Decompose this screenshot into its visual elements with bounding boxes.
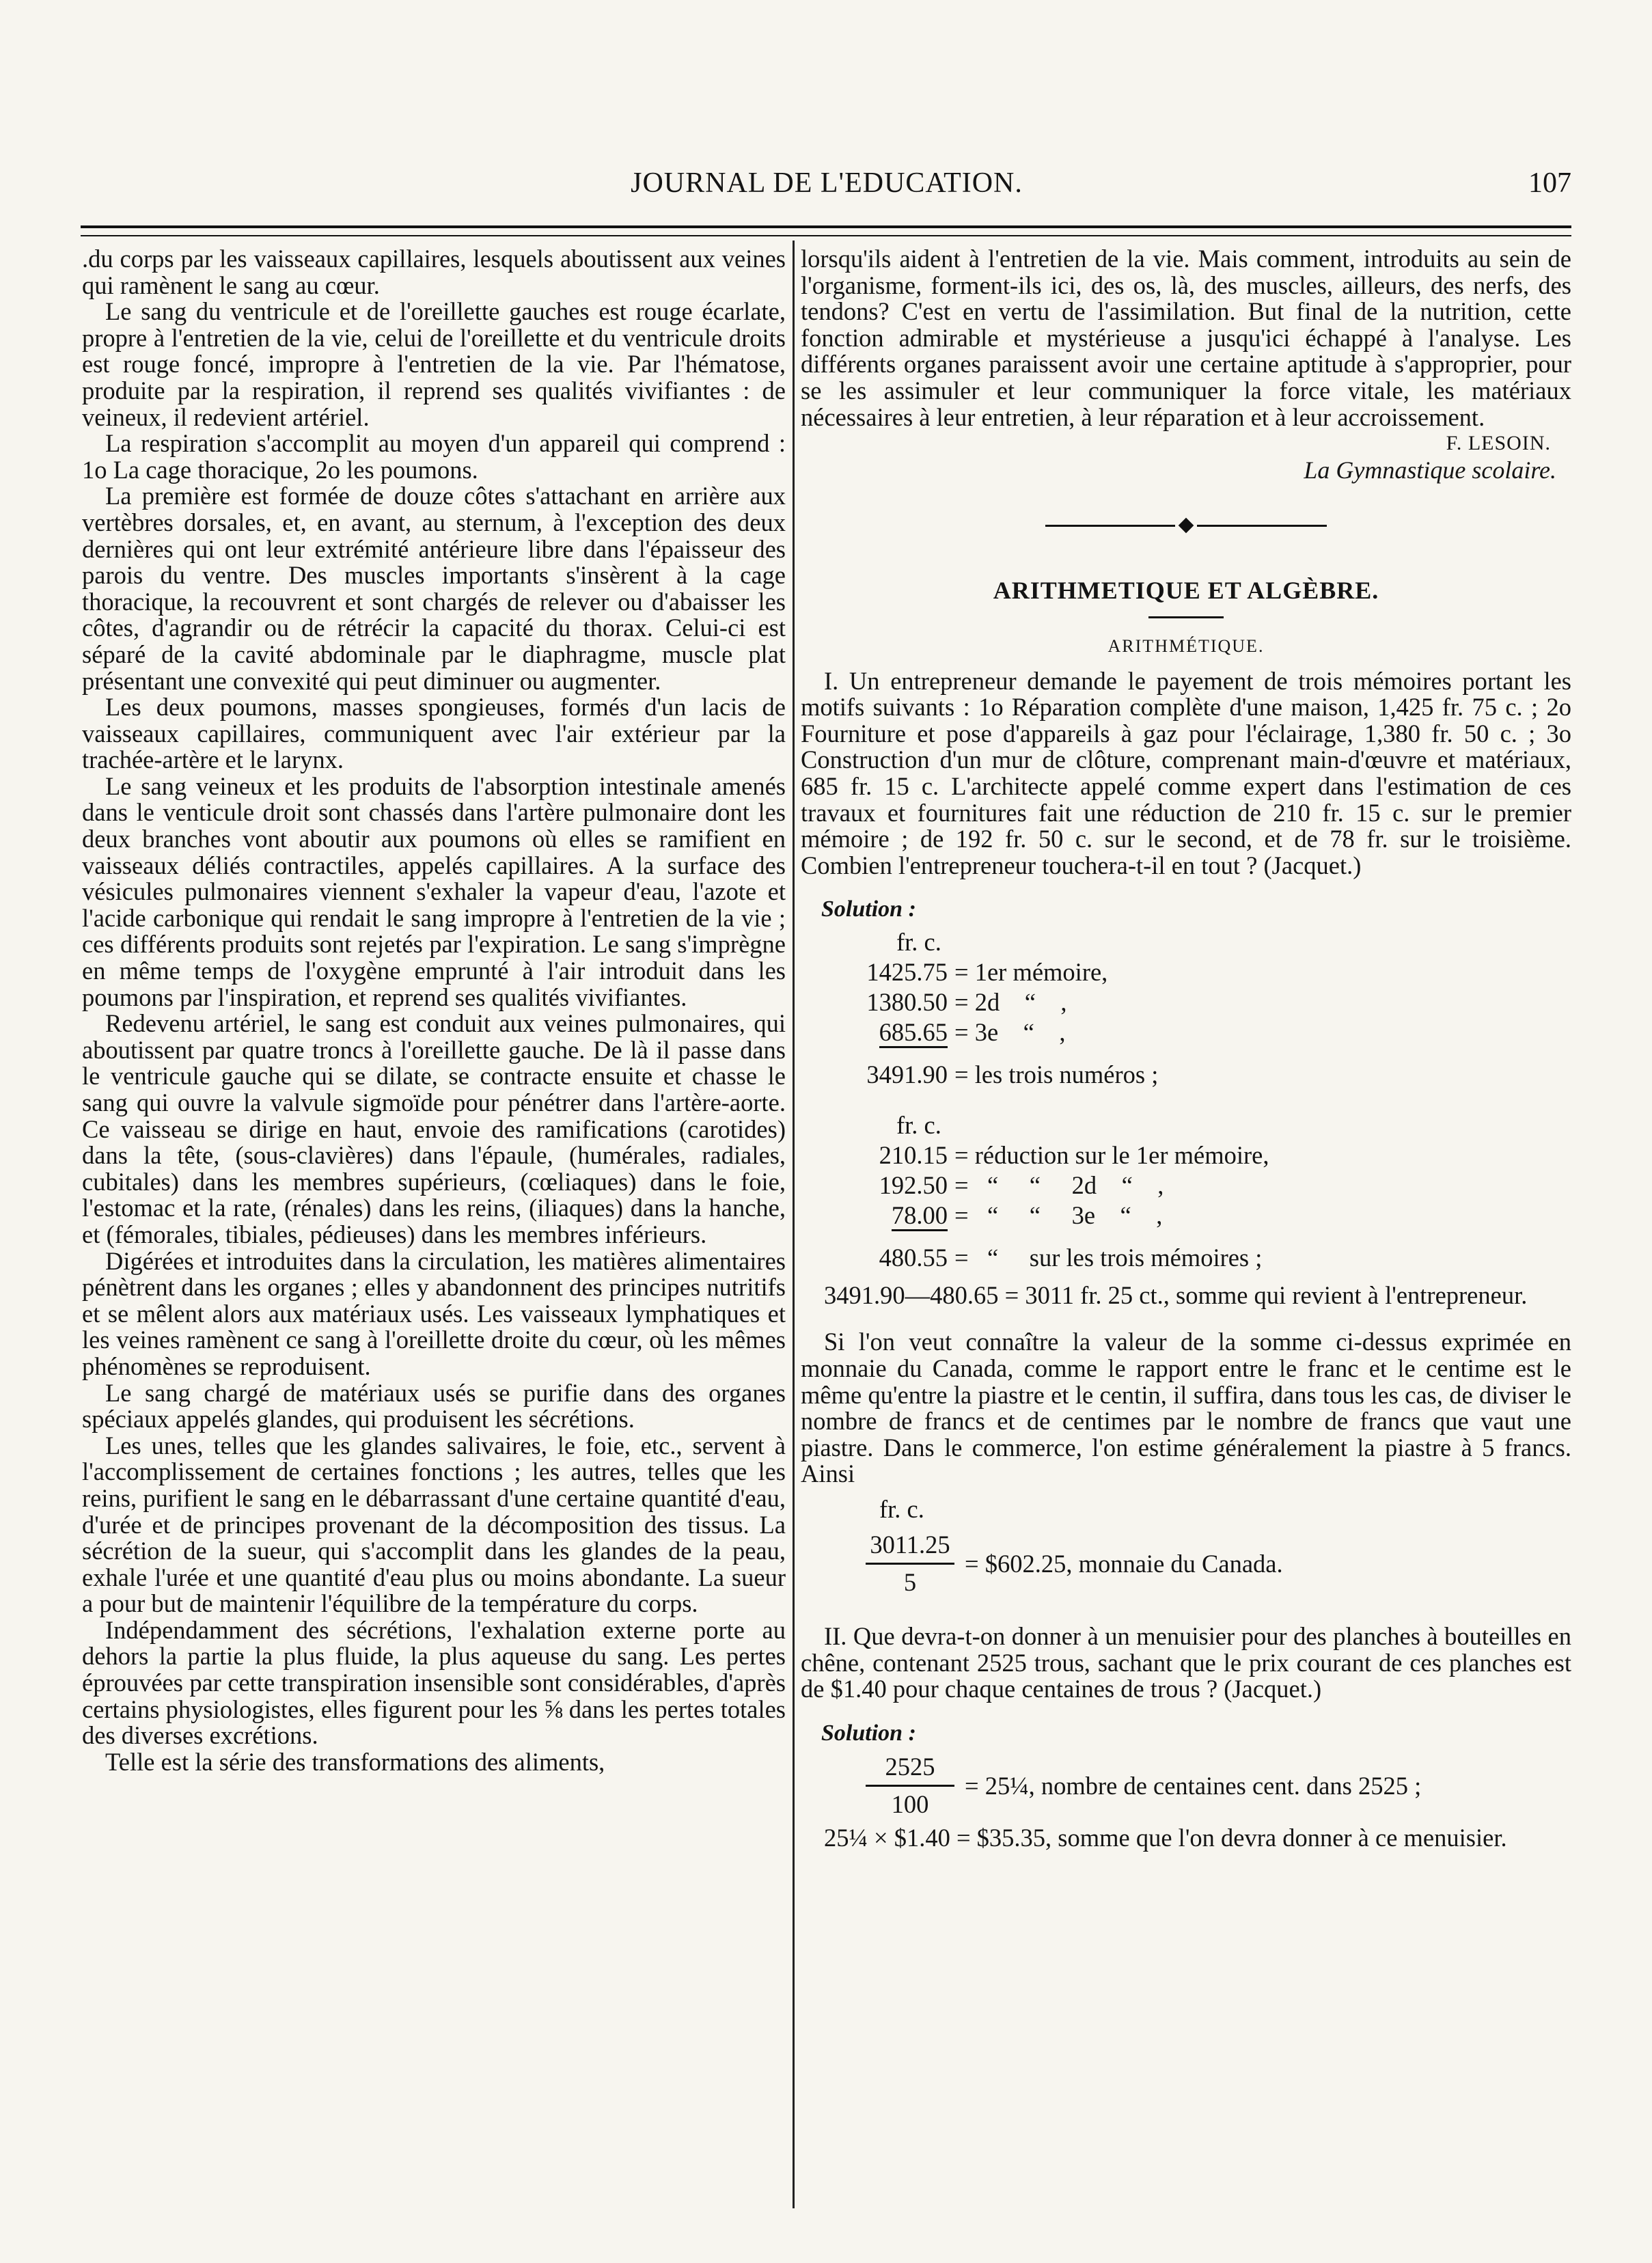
calc-header: fr. c. <box>896 927 941 956</box>
calc-row <box>801 1140 1571 1170</box>
calc-total-row <box>801 1243 1571 1273</box>
problem-two: II. Que devra-t-on donner à un menuisier pour des planches à bouteilles en chêne, contenant 2525 trous, sachant que le prix courant de ces planches est de $1.40 pour chaque centaines de trous ? (Jacquet.) <box>801 1622 1571 1703</box>
calc-value: 78.00 <box>892 1201 948 1231</box>
author-line <box>801 430 1571 457</box>
calc-value: 210.15 <box>879 1140 948 1169</box>
paragraph: Le sang chargé de matériaux usés se purifie dans des organes spéciaux appelés glandes, qui produisent les sécrétions. <box>82 1378 786 1434</box>
calc-total-label: = “ sur les trois mémoires ; <box>954 1243 1263 1272</box>
problem-one: I. Un entrepreneur demande le payement de trois mémoires portant les motifs suivants : 1o Réparation complète d'une maison, 1,425 fr. 75 c. ; 2o Fourniture et pose d'appareils à gaz pour l'éclairage, 1,380 fr. 50 c. ; 3o Construction d'un mur de clôture, comprenant main-d'œuvre et matériaux, 685 fr. 15 c. L'architecte appelé comme expert dans l'estimation de ces travaux et fournitures fait une réduction de 210 fr. 15 c. sur le premier mémoire ; de 192 fr. 50 c. sur le second, et de 78 fr. sur le troisième. Combien l'entrepreneur touchera-t-il en tout ? (Jacquet.) <box>801 666 1571 879</box>
calc-label: = 1er mémoire, <box>954 957 1108 986</box>
calc-total-value: 3491.90 <box>866 1060 948 1088</box>
subsection-title: ARITHMÉTIQUE. <box>1107 635 1265 656</box>
fraction-numerator: 2525 <box>885 1753 935 1781</box>
calc-row <box>801 987 1571 1017</box>
calc-value: 192.50 <box>879 1170 948 1199</box>
hundreds-fraction <box>801 1752 1571 1820</box>
conversion-paragraph: Si l'on veut connaître la valeur de la somme ci-dessus exprimée en monnaie du Canada, comme le rapport entre le franc et le centime est le même qu'entre la piastre et le centin, il suffira, dans tous les cas, de diviser le nombre de francs et de centimes par le nombre de francs que vaut une piastre. Dans le commerce, l'on estime généralement la piastre à 5 francs. Ainsi <box>801 1328 1571 1488</box>
calc-header: fr. c. <box>896 1110 941 1139</box>
calc-total-value: 480.55 <box>879 1243 948 1272</box>
solution-label: Solution : <box>821 1720 916 1746</box>
section-ornament <box>801 505 1571 546</box>
fraction-result: = 25¼, nombre de centaines cent. dans 2525 ; <box>965 1771 1422 1800</box>
calc-value: 1425.75 <box>866 957 948 986</box>
conversion-fraction <box>801 1494 1571 1597</box>
calc-label: = “ “ 3e “ , <box>954 1201 1163 1229</box>
calc-row <box>801 1201 1571 1231</box>
fraction-denominator: 100 <box>891 1790 929 1819</box>
right-column <box>801 246 1571 1852</box>
paragraph: Les unes, telles que les glandes salivaires, le foie, etc., servent à l'accomplissement de certaines fonctions ; les autres, telles que les reins, purifient le sang en le débarrassant d'une certaine quantité d'eau, d'urée et de principes provenant de la décomposition des tissus. La sécrétion de la sueur, qui s'accomplit dans les glandes de la peau, exhale l'urée et une quantité d'eau plus ou moins abondante. La sueur a pour but de maintenir l'équilibre de la température du corps. <box>82 1431 786 1618</box>
calc-header: fr. c. <box>879 1495 924 1524</box>
title-rule <box>1148 616 1224 618</box>
calculation-reductions <box>801 1110 1571 1273</box>
calc-label: = réduction sur le 1er mémoire, <box>954 1140 1269 1169</box>
fraction-bar <box>866 1785 954 1787</box>
paragraph: Le sang veineux et les produits de l'absorption intestinale amenés dans le venticule droit sont chassés dans l'artère pulmonaire dont les deux branches vont aboutir aux poumons où elles se ramifient en vaisseaux déliés contractiles, appelés capillaires. A la surface des vésicules pulmonaires viennent s'exhaler la vapeur d'eau, l'azote et l'acide carbonique qui rendait le sang impropre à l'entretien de la vie ; ces différents produits sont rejetés par l'expiration. Le sang s'imprègne en même temps de l'oxygène emprunté à l'air introduit dans les poumons par l'inspiration, et reprend ses qualités vivifiantes. <box>82 771 786 1011</box>
calc-label: = 3e “ , <box>954 1017 1066 1046</box>
paragraph: La respiration s'accomplit au moyen d'un appareil qui comprend : 1o La cage thoracique, 2o les poumons. <box>82 429 786 484</box>
left-column <box>82 246 786 1775</box>
fraction-denominator: 5 <box>903 1568 917 1597</box>
paragraph: Les deux poumons, masses spongieuses, formés d'un lacis de vaisseaux capillaires, communiquent avec l'air extérieur par la trachée-artère et le larynx. <box>82 693 786 774</box>
calculation-sum <box>801 927 1571 1090</box>
calc-row <box>801 1170 1571 1201</box>
source-credit: La Gymnastique scolaire. <box>1304 456 1556 484</box>
header-rule-thick <box>81 225 1571 228</box>
solution-label: Solution : <box>821 896 916 922</box>
ornament-diamond <box>1179 518 1194 534</box>
calc-total-label: = les trois numéros ; <box>954 1060 1159 1088</box>
calc-value: 1380.50 <box>866 987 948 1016</box>
section-title: ARITHMETIQUE ET ALGÈBRE. <box>993 577 1379 605</box>
fraction-bar <box>866 1563 954 1565</box>
paragraph: La première est formée de douze côtes s'attachant en arrière aux vertèbres dorsales, et, en avant, au sternum, à l'exception des deux dernières qui ont leur extrémité antérieure libre dans l'épaisseur des parois du ventre. Des muscles importants s'insèrent à la cage thoracique, la recouvrent et sont chargés de relever ou d'abaisser les côtes, d'agrandir ou de rétrécir la capacité du thorax. Celui-ci est séparé de la cavité abdominale par le diaphragme, muscle plat présentant une convexité qui peut diminuer ou augmenter. <box>82 482 786 695</box>
calc-label: = “ “ 2d “ , <box>954 1170 1164 1199</box>
paragraph: .du corps par les vaisseaux capillaires, lesquels aboutissent aux veines qui ramènent le sang au cœur. <box>82 245 786 299</box>
journal-title: JOURNAL DE L'EDUCATION. <box>631 167 1023 199</box>
column-separator <box>793 241 795 2208</box>
page-header <box>82 167 1571 210</box>
paragraph: Indépendamment des sécrétions, l'exhalation externe porte au dehors la partie la plus fluide, la plus aqueuse du sang. Les pertes éprouvées par cette transpiration insensible sont considérables, d'après certains physiologistes, elles figurent pour les ⅝ dans les pertes totales des diverses excrétions. <box>82 1615 786 1750</box>
fraction-numerator: 3011.25 <box>870 1531 950 1559</box>
final-answer: 25¼ × $1.40 = $35.35, somme que l'on devra donner à ce menuisier. <box>824 1824 1507 1852</box>
result-paragraph: 3491.90—480.65 = 3011 fr. 25 ct., somme qui revient à l'entrepreneur. <box>824 1280 1528 1309</box>
page-number: 107 <box>1528 167 1571 199</box>
paragraph: Telle est la série des transformations des aliments, <box>105 1747 605 1776</box>
calc-row <box>801 1017 1571 1047</box>
author: F. LESOIN. <box>1446 432 1551 455</box>
paragraph: Digérées et introduites dans la circulation, les matières alimentaires pénètrent dans les organes ; elles y abandonnent des principes nutritifs et se mêlent alors aux matériaux usés. Les vaisseaux lymphatiques et les veines ramènent ce sang à l'oreillette droite du cœur, où les mêmes phénomènes se reproduisent. <box>82 1246 786 1380</box>
calc-row <box>801 957 1571 987</box>
calc-total-row <box>801 1060 1571 1090</box>
calc-value: 685.65 <box>879 1018 948 1048</box>
header-rule-thin <box>81 235 1571 236</box>
fraction-result: = $602.25, monnaie du Canada. <box>965 1549 1283 1578</box>
paragraph: Redevenu artériel, le sang est conduit aux veines pulmonaires, qui aboutissent par quatre troncs à l'oreillette gauche. De là il passe dans le ventricule gauche qui se dilate, se contracte ensuite et chasse le sang qui ouvre la valvule sigmoïde pour pénétrer dans l'artère-aorte. Ce vaisseau se dirige en haut, envoie des ramifications (carotides) dans la tête, (sous-clavières) dans l'épaule, (humérales, radiales, cubitales) dans les membres supérieurs, (cœliaques) dans le foie, l'estomac et la rate, (rénales) dans les reins, (iliaques) dans la hanche, et (fémorales, tibiales, pédieuses) dans les membres inférieurs. <box>82 1009 786 1248</box>
calc-label: = 2d “ , <box>954 987 1067 1016</box>
paragraph: Le sang du ventricule et de l'oreillette gauches est rouge écarlate, propre à l'entretien de la vie, celui de l'oreillette et du ventricule droits est rouge foncé, impropre à l'entretien de la vie. Par l'hématose, produite par la respiration, il reprend ses qualités vivifiantes : de veineux, il redevient artériel. <box>82 297 786 431</box>
continuation-paragraph: lorsqu'ils aident à l'entretien de la vie. Mais comment, introduits au sein de l'organisme, forment-ils ici, des os, là, des muscles, ailleurs, des nerfs, des tendons? C'est en vertu de l'assimilation. But final de la nutrition, cette fonction admirable et mystérieuse a jusqu'ici échappé à l'analyse. Les différents organes paraissent avoir une certaine aptitude à s'approprier, pour se les assimuler et leur communiquer la force vitale, les matériaux nécessaires à leur entretien, à leur réparation et à leur accroissement. <box>801 245 1571 431</box>
